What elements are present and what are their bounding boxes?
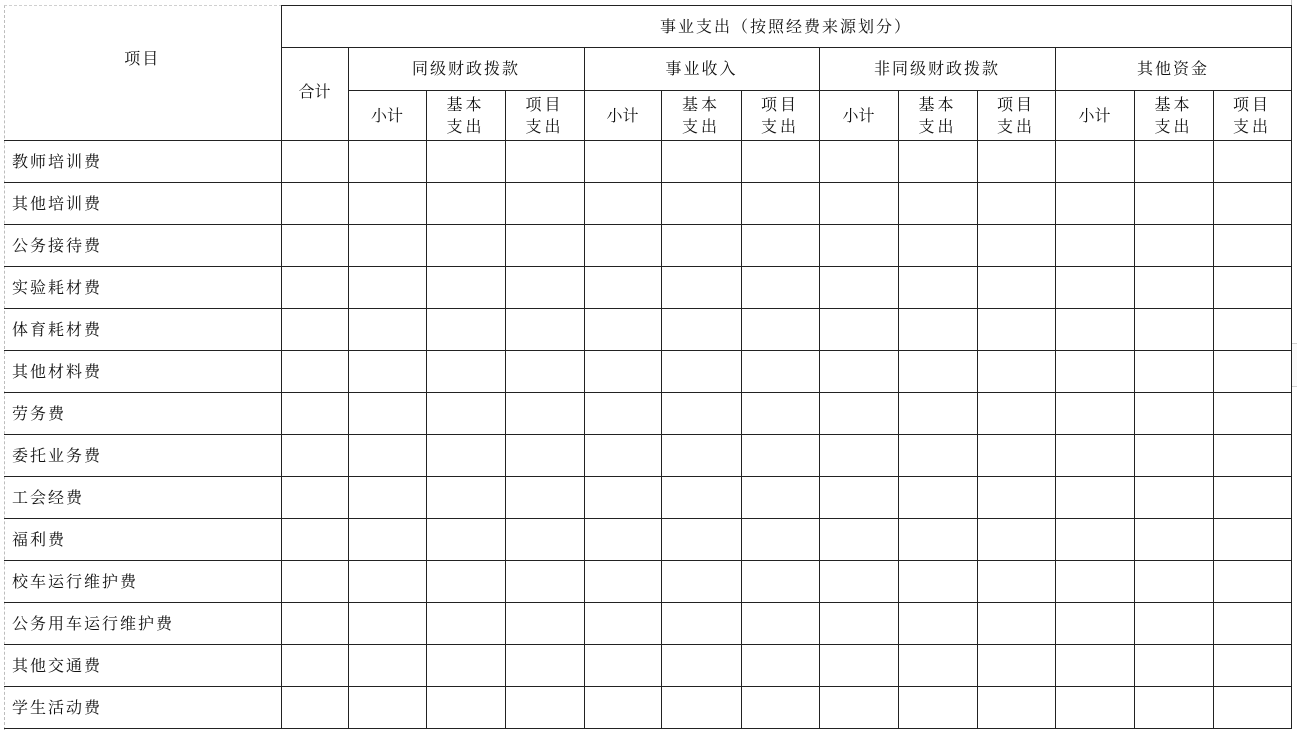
data-cell[interactable] [348, 351, 426, 393]
row-label-cell[interactable]: 委托业务费 [4, 435, 281, 477]
data-cell[interactable] [505, 603, 584, 645]
data-cell[interactable] [741, 561, 819, 603]
header-group-business-income[interactable]: 事业收入 [584, 48, 819, 91]
data-cell[interactable] [819, 477, 898, 519]
data-cell[interactable] [505, 477, 584, 519]
header-project-line-2: 支出 [996, 116, 1035, 136]
data-cell[interactable] [1134, 645, 1213, 687]
data-cell[interactable] [661, 393, 741, 435]
row-label-cell[interactable]: 学生活动费 [4, 687, 281, 729]
header-basic-line-2: 支出 [1154, 116, 1193, 136]
data-cell[interactable] [1134, 183, 1213, 225]
header-basic-line-2: 支出 [918, 116, 957, 136]
data-cell[interactable] [281, 351, 348, 393]
header-basic-line-1: 基本 [1154, 94, 1193, 114]
data-cell[interactable] [819, 267, 898, 309]
data-cell[interactable] [584, 645, 661, 687]
data-cell[interactable] [281, 645, 348, 687]
data-cell[interactable] [584, 141, 661, 183]
data-cell[interactable] [348, 435, 426, 477]
header-group-other-funds[interactable]: 其他资金 [1055, 48, 1291, 91]
data-cell[interactable] [1134, 603, 1213, 645]
header-group-non-same-level-fiscal[interactable]: 非同级财政拨款 [819, 48, 1055, 91]
data-cell[interactable] [977, 561, 1055, 603]
data-cell[interactable] [661, 267, 741, 309]
data-cell[interactable] [977, 141, 1055, 183]
data-cell[interactable] [1134, 351, 1213, 393]
data-cell[interactable] [505, 393, 584, 435]
header-subtotal[interactable]: 小计 [819, 91, 898, 141]
data-cell[interactable] [584, 393, 661, 435]
data-cell[interactable] [1055, 393, 1134, 435]
data-cell[interactable] [741, 477, 819, 519]
data-cell[interactable] [348, 183, 426, 225]
data-cell[interactable] [741, 435, 819, 477]
data-cell[interactable] [505, 309, 584, 351]
header-project-expenditure[interactable] [977, 91, 1055, 141]
header-project-line-1: 项目 [760, 94, 799, 114]
row-label-cell[interactable]: 公务接待费 [4, 225, 281, 267]
data-cell[interactable] [348, 519, 426, 561]
table-row [4, 393, 1291, 435]
data-cell[interactable] [1213, 687, 1291, 729]
row-label-cell[interactable]: 其他培训费 [4, 183, 281, 225]
data-cell[interactable] [1055, 519, 1134, 561]
data-cell[interactable] [281, 435, 348, 477]
data-cell[interactable] [426, 561, 505, 603]
data-cell[interactable] [505, 267, 584, 309]
data-cell[interactable] [281, 183, 348, 225]
data-cell[interactable] [584, 519, 661, 561]
header-project-expenditure[interactable] [1213, 91, 1291, 141]
data-cell[interactable] [505, 645, 584, 687]
data-cell[interactable] [584, 225, 661, 267]
data-cell[interactable] [426, 141, 505, 183]
data-cell[interactable] [1134, 141, 1213, 183]
data-cell[interactable] [281, 141, 348, 183]
data-cell[interactable] [348, 561, 426, 603]
header-project-line-1: 项目 [1233, 94, 1272, 114]
data-cell[interactable] [281, 519, 348, 561]
data-cell[interactable] [819, 519, 898, 561]
data-cell[interactable] [819, 351, 898, 393]
data-cell[interactable] [584, 267, 661, 309]
data-cell[interactable] [505, 561, 584, 603]
header-project-line-2: 支出 [525, 116, 564, 136]
data-cell[interactable] [661, 687, 741, 729]
data-cell[interactable] [1213, 435, 1291, 477]
header-project-line-1: 项目 [525, 94, 564, 114]
data-cell[interactable] [741, 183, 819, 225]
data-cell[interactable] [426, 435, 505, 477]
data-cell[interactable] [741, 603, 819, 645]
data-cell[interactable] [584, 351, 661, 393]
data-cell[interactable] [1213, 519, 1291, 561]
data-cell[interactable] [898, 183, 977, 225]
data-cell[interactable] [505, 225, 584, 267]
data-cell[interactable] [426, 267, 505, 309]
header-basic-expenditure[interactable] [898, 91, 977, 141]
data-cell[interactable] [898, 519, 977, 561]
data-cell[interactable] [819, 309, 898, 351]
data-cell[interactable] [977, 393, 1055, 435]
data-cell[interactable] [1213, 351, 1291, 393]
data-cell[interactable] [898, 351, 977, 393]
data-cell[interactable] [661, 435, 741, 477]
data-cell[interactable] [1055, 225, 1134, 267]
data-cell[interactable] [977, 225, 1055, 267]
data-cell[interactable] [1213, 183, 1291, 225]
data-cell[interactable] [426, 393, 505, 435]
data-cell[interactable] [1213, 603, 1291, 645]
data-cell[interactable] [898, 645, 977, 687]
header-project-expenditure[interactable] [505, 91, 584, 141]
row-label-cell[interactable]: 工会经费 [4, 477, 281, 519]
data-cell[interactable] [1134, 687, 1213, 729]
data-cell[interactable] [741, 309, 819, 351]
data-cell[interactable] [1213, 393, 1291, 435]
data-cell[interactable] [741, 645, 819, 687]
data-cell[interactable] [661, 351, 741, 393]
data-cell[interactable] [505, 351, 584, 393]
data-cell[interactable] [505, 141, 584, 183]
data-cell[interactable] [1134, 477, 1213, 519]
header-item[interactable]: 项目 [4, 6, 281, 141]
data-cell[interactable] [426, 645, 505, 687]
table-row [4, 309, 1291, 351]
data-cell[interactable] [426, 477, 505, 519]
data-cell[interactable] [1055, 687, 1134, 729]
header-subtotal[interactable]: 小计 [348, 91, 426, 141]
row-label-cell[interactable]: 其他交通费 [4, 645, 281, 687]
table-row [4, 225, 1291, 267]
data-cell[interactable] [281, 561, 348, 603]
data-cell[interactable] [977, 309, 1055, 351]
data-cell[interactable] [661, 477, 741, 519]
data-cell[interactable] [426, 687, 505, 729]
data-cell[interactable] [281, 393, 348, 435]
data-cell[interactable] [505, 435, 584, 477]
data-cell[interactable] [819, 645, 898, 687]
header-basic-line-2: 支出 [446, 116, 485, 136]
side-scroll-handle[interactable] [1291, 343, 1297, 387]
data-cell[interactable] [977, 183, 1055, 225]
data-cell[interactable] [426, 351, 505, 393]
data-cell[interactable] [584, 309, 661, 351]
table-body [4, 141, 1291, 729]
table-row [4, 435, 1291, 477]
data-cell[interactable] [898, 309, 977, 351]
header-basic-expenditure[interactable] [426, 91, 505, 141]
data-cell[interactable] [1134, 519, 1213, 561]
data-cell[interactable] [819, 687, 898, 729]
table-row [4, 645, 1291, 687]
expense-table [4, 5, 1292, 729]
data-cell[interactable] [741, 351, 819, 393]
data-cell[interactable] [348, 309, 426, 351]
data-cell[interactable] [819, 561, 898, 603]
data-cell[interactable] [426, 309, 505, 351]
header-project-line-2: 支出 [1233, 116, 1272, 136]
data-cell[interactable] [819, 393, 898, 435]
data-cell[interactable] [584, 603, 661, 645]
row-label-cell[interactable]: 公务用车运行维护费 [4, 603, 281, 645]
data-cell[interactable] [426, 183, 505, 225]
header-basic-line-1: 基本 [918, 94, 957, 114]
data-cell[interactable] [1055, 309, 1134, 351]
data-cell[interactable] [1055, 267, 1134, 309]
data-cell[interactable] [977, 519, 1055, 561]
header-project-line-2: 支出 [760, 116, 799, 136]
row-label-cell[interactable]: 其他材料费 [4, 351, 281, 393]
table-row [4, 267, 1291, 309]
data-cell[interactable] [1055, 603, 1134, 645]
data-cell[interactable] [898, 393, 977, 435]
row-label-cell[interactable]: 体育耗材费 [4, 309, 281, 351]
data-cell[interactable] [1213, 309, 1291, 351]
data-cell[interactable] [819, 225, 898, 267]
data-cell[interactable] [898, 435, 977, 477]
data-cell[interactable] [426, 603, 505, 645]
data-cell[interactable] [898, 267, 977, 309]
data-cell[interactable] [741, 393, 819, 435]
row-label-cell[interactable]: 教师培训费 [4, 141, 281, 183]
data-cell[interactable] [281, 225, 348, 267]
table-row [4, 183, 1291, 225]
table-row [4, 477, 1291, 519]
data-cell[interactable] [426, 519, 505, 561]
data-cell[interactable] [977, 267, 1055, 309]
data-cell[interactable] [281, 477, 348, 519]
data-cell[interactable] [977, 687, 1055, 729]
data-cell[interactable] [661, 309, 741, 351]
data-cell[interactable] [661, 561, 741, 603]
data-cell[interactable] [1055, 645, 1134, 687]
data-cell[interactable] [977, 645, 1055, 687]
data-cell[interactable] [281, 603, 348, 645]
data-cell[interactable] [1055, 141, 1134, 183]
data-cell[interactable] [1213, 561, 1291, 603]
data-cell[interactable] [584, 183, 661, 225]
table-row [4, 561, 1291, 603]
data-cell[interactable] [661, 225, 741, 267]
data-cell[interactable] [1213, 477, 1291, 519]
data-cell[interactable] [1134, 561, 1213, 603]
data-cell[interactable] [1134, 267, 1213, 309]
data-cell[interactable] [348, 141, 426, 183]
data-cell[interactable] [1213, 645, 1291, 687]
header-basic-line-1: 基本 [446, 94, 485, 114]
data-cell[interactable] [584, 435, 661, 477]
data-cell[interactable] [1055, 183, 1134, 225]
data-cell[interactable] [281, 267, 348, 309]
header-basic-line-2: 支出 [681, 116, 720, 136]
data-cell[interactable] [661, 519, 741, 561]
header-basic-expenditure[interactable] [1134, 91, 1213, 141]
table-row [4, 351, 1291, 393]
data-cell[interactable] [348, 645, 426, 687]
table-row [4, 687, 1291, 729]
data-cell[interactable] [1055, 561, 1134, 603]
data-cell[interactable] [1213, 141, 1291, 183]
data-cell[interactable] [819, 603, 898, 645]
data-cell[interactable] [505, 183, 584, 225]
header-basic-line-1: 基本 [681, 94, 720, 114]
header-basic-expenditure[interactable] [661, 91, 741, 141]
data-cell[interactable] [898, 477, 977, 519]
data-cell[interactable] [819, 183, 898, 225]
data-cell[interactable] [584, 477, 661, 519]
data-cell[interactable] [348, 267, 426, 309]
header-total[interactable]: 合计 [281, 48, 348, 141]
data-cell[interactable] [741, 267, 819, 309]
data-cell[interactable] [505, 687, 584, 729]
data-cell[interactable] [584, 687, 661, 729]
data-cell[interactable] [1055, 477, 1134, 519]
data-cell[interactable] [898, 225, 977, 267]
data-cell[interactable] [661, 603, 741, 645]
data-cell[interactable] [1213, 225, 1291, 267]
data-cell[interactable] [348, 687, 426, 729]
data-cell[interactable] [1213, 267, 1291, 309]
data-cell[interactable] [348, 603, 426, 645]
data-cell[interactable] [281, 687, 348, 729]
data-cell[interactable] [661, 183, 741, 225]
data-cell[interactable] [661, 645, 741, 687]
data-cell[interactable] [661, 141, 741, 183]
row-label-cell[interactable]: 实验耗材费 [4, 267, 281, 309]
data-cell[interactable] [1134, 309, 1213, 351]
data-cell[interactable] [1055, 435, 1134, 477]
header-project-line-1: 项目 [996, 94, 1035, 114]
row-label-cell[interactable]: 福利费 [4, 519, 281, 561]
data-cell[interactable] [1055, 351, 1134, 393]
data-cell[interactable] [977, 477, 1055, 519]
table-row [4, 603, 1291, 645]
data-cell[interactable] [505, 519, 584, 561]
data-cell[interactable] [741, 687, 819, 729]
data-cell[interactable] [898, 603, 977, 645]
header-project-expenditure[interactable] [741, 91, 819, 141]
data-cell[interactable] [898, 141, 977, 183]
header-group-same-level-fiscal[interactable]: 同级财政拨款 [348, 48, 584, 91]
header-subtotal[interactable]: 小计 [584, 91, 661, 141]
header-subtotal[interactable]: 小计 [1055, 91, 1134, 141]
header-title[interactable]: 事业支出（按照经费来源划分） [281, 6, 1291, 48]
table-row [4, 141, 1291, 183]
data-cell[interactable] [898, 561, 977, 603]
data-cell[interactable] [426, 225, 505, 267]
row-label-cell[interactable]: 校车运行维护费 [4, 561, 281, 603]
data-cell[interactable] [281, 309, 348, 351]
data-cell[interactable] [1134, 393, 1213, 435]
data-cell[interactable] [977, 435, 1055, 477]
data-cell[interactable] [348, 225, 426, 267]
data-cell[interactable] [819, 435, 898, 477]
data-cell[interactable] [741, 141, 819, 183]
data-cell[interactable] [741, 519, 819, 561]
table-row [4, 519, 1291, 561]
data-cell[interactable] [819, 141, 898, 183]
row-label-cell[interactable]: 劳务费 [4, 393, 281, 435]
data-cell[interactable] [977, 351, 1055, 393]
data-cell[interactable] [348, 393, 426, 435]
data-cell[interactable] [898, 687, 977, 729]
data-cell[interactable] [741, 225, 819, 267]
data-cell[interactable] [977, 603, 1055, 645]
data-cell[interactable] [584, 561, 661, 603]
data-cell[interactable] [1134, 225, 1213, 267]
data-cell[interactable] [348, 477, 426, 519]
data-cell[interactable] [1134, 435, 1213, 477]
